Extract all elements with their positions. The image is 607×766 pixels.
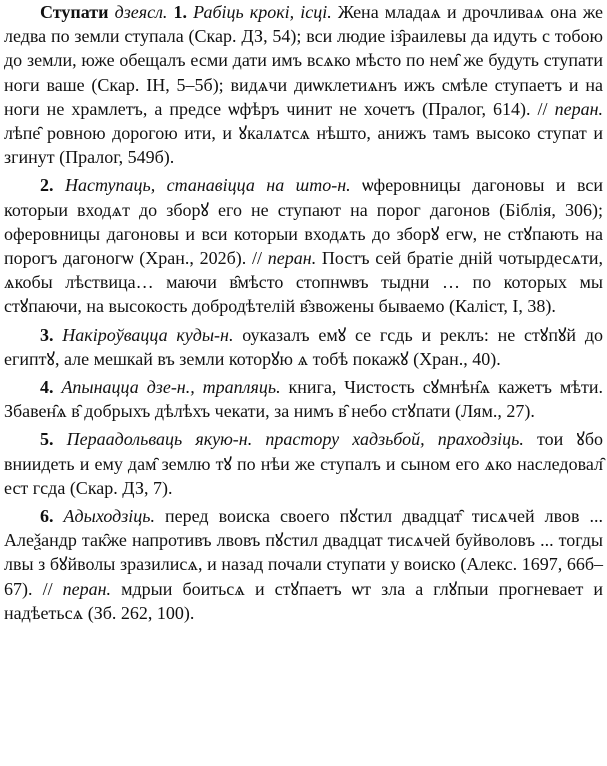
figurative-quotations: Постъ сей братіе дній чотырдесѧти, ѧкобы лѣствица… маючи в̑мѣсто стопнѡвъ тыдни … по которых мы стꙋпаючи, на высокость добродѣтелій в̑звожены бываемо (Каліст, І, 38). — [4, 248, 604, 317]
sense-3 — [4, 323, 603, 371]
sense-2 — [4, 173, 603, 318]
sense-definition: Рабіць крокі, ісці. — [193, 2, 332, 22]
figurative-quotations: мдрыи боитьсѧ и стꙋпаетъ ѡт зла а глꙋпыи прогневает и надѣетьсѧ (Зб. 262, 100). — [4, 578, 604, 623]
sense-6 — [4, 504, 603, 625]
sense-1 — [4, 0, 603, 169]
sense-number: 1. — [173, 2, 188, 22]
sense-quotations: книга, Чистость сꙋмнѣн̑ѧ кажетъ мѣти. Збавен̑ѧ в̑ добрыхъ дѣлѣхъ чекати, за нимъ в̑ небо стꙋпати (Лям., 27). — [4, 377, 604, 422]
figurative-separator: // — [42, 578, 53, 599]
sense-quotations: перед воиска своего пꙋстил двадцат̑ тисѧчей лвов ... Алеѯандр так̑же напротивъ лвовъ пꙋстил двадцат тисѧчей буйволовъ ... тогды лвы з бꙋйволы зразилисѧ, и назад почали ступати у воиско (Алекс. 1697, 66б–67). — [4, 506, 604, 599]
headword: Ступати — [40, 2, 109, 22]
sense-number: 2. — [40, 175, 54, 196]
sense-quotations: ѡферовницы дагоновы и вси которыи входѧт до зборꙋ его не ступают на порог дагонов (Біблія, 306); оферовницы дагоновы и вси которыи входѧть до зборꙋ егѡ, не стꙋпають на порогъ дагоногѡ (Хран., 202б). — [4, 175, 603, 269]
sense-number: 6. — [40, 506, 54, 527]
sense-quotations: оуказалъ емꙋ се гсдь и реклъ: не стꙋпꙋй до египтꙋ, але мешкай въ земли которꙋю ѧ тобѣ покажꙋ (Хран., 40). — [4, 324, 604, 369]
sense-5 — [4, 427, 603, 500]
sense-number: 4. — [40, 377, 54, 398]
figurative-separator: // — [537, 98, 548, 119]
figurative-separator: // — [252, 248, 263, 269]
figurative-label: перан. — [554, 98, 604, 119]
sense-quotations: тои ꙋбо вниидеть и ему дам̑ землю тꙋ по нѣи же ступалъ и сыном его ѧко наследовал̑ ест гсда (Скар. ДЗ, 7). — [4, 429, 603, 498]
grammar-label: дзеясл. — [114, 2, 168, 22]
sense-definition: Накіроўвацца куды-н. — [62, 324, 234, 345]
sense-definition: Апынацца дзе-н., трапляць. — [61, 377, 281, 398]
figurative-label: перан. — [62, 578, 112, 599]
dictionary-entry — [4, 0, 603, 629]
sense-quotations: Жена младаѧ и дрочливаѧ она же ледва по земли ступала (Скар. ДЗ, 54); вси людие із̑раилевы да идуть с тобою до земли, юже обещалъ есми дати имъ всѧко мѣсто по нем̑ же будуть ступати ноги ваше (Скар. ІН, 5–5б); видѧчи диѡклетиѧнъ ижъ смѣле ступаетъ и на ноги не храмлетъ, а предсе ѡфѣръ чинит не хочетъ (Пралог, 614). — [4, 2, 604, 119]
sense-definition: Адыходзіць. — [63, 506, 155, 527]
sense-number: 5. — [40, 429, 54, 450]
figurative-label: перан. — [267, 248, 317, 269]
sense-definition: Пераадольваць якую-н. прастору хадзьбой, праходзіць. — [66, 429, 524, 450]
sense-definition: Наступаць, станавіцца на што-н. — [64, 175, 351, 196]
sense-number: 3. — [40, 324, 54, 345]
figurative-quotations: лѣпе̑ ровною дорогою ити, и ꙋкалѧтсѧ нѣшто, анижъ тамъ высоко ступат и згинут (Пралог, 549б). — [4, 123, 603, 168]
sense-4 — [4, 375, 603, 423]
